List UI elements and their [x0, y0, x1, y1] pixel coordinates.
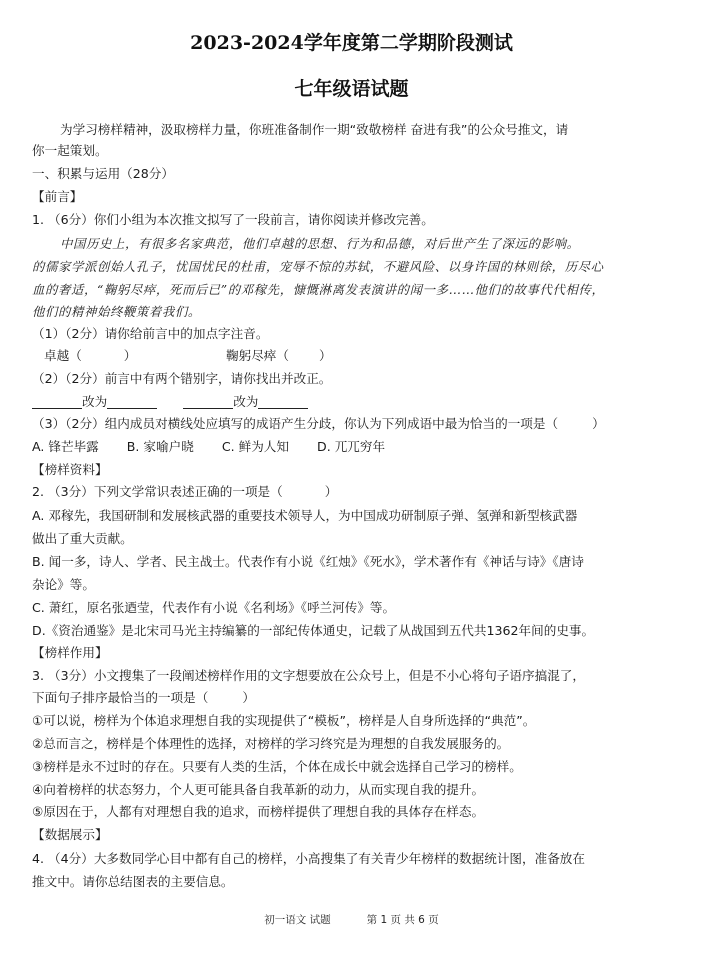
- q3-sentence-5: ⑤原因在于，人都有对理想自我的追求，而榜样提供了理想自我的具体存在样态。: [32, 804, 485, 819]
- q3-sentence-1: ①可以说，榜样为个体追求理想自我的实现提供了“模板”，榜样是人自身所选择的“典范”。: [32, 713, 536, 728]
- q1-option-b: B. 家喻户晓: [126, 439, 194, 454]
- q2-option-d: D.《资治通鉴》是北宋司马光主持编纂的一部纪传体通史，记载了从战国到五代共1362年间的史事。: [32, 623, 595, 638]
- footer-page-number: 第 1 页 共 6 页: [366, 914, 439, 926]
- part1-heading: 一、积累与运用（28分）: [32, 166, 174, 181]
- section-role: 【榜样作用】: [32, 645, 108, 660]
- q2-stem: [32, 482, 337, 502]
- q1-sub2-blank-3[interactable]: [183, 394, 233, 409]
- q1-option-c: C. 鲜为人知: [221, 439, 289, 454]
- footer-subject: 初一语文 试题: [264, 914, 331, 926]
- q1-sub3-close: ）: [592, 416, 605, 431]
- q1-sub3: [32, 414, 605, 434]
- q1-sub1: （1）（2分）请你给前言中的加点字注音。: [32, 326, 269, 341]
- q1-sub1-a-close: ）: [123, 348, 137, 363]
- q2-stem-close: ）: [324, 484, 338, 499]
- q2-option-a-line-1: A. 邓稼先，我国研制和发展核武器的重要技术领导人，为中国成功研制原子弹、氢弹和新型核武器: [32, 508, 578, 523]
- q3-stem-close: ）: [242, 690, 255, 705]
- q1-sub2-blank-4[interactable]: [258, 394, 308, 409]
- section-material: 【榜样资料】: [32, 462, 108, 477]
- q1-option-a: A. 锋芒毕露: [32, 439, 99, 454]
- q1-sub2-change-to-2: 改为: [233, 394, 259, 409]
- q2-option-a-line-2: 做出了重大贡献。: [32, 531, 133, 546]
- q4-stem-line-1: 4. （4分）大多数同学心目中都有自己的榜样，小高搜集了有关青少年榜样的数据统计图，准备放在: [32, 851, 585, 866]
- q1-passage-line-2: 的儒家学派创始人孔子，忧国忧民的杜甫，宠辱不惊的苏轼，不避风险、以身许国的林则徐，历尽心: [32, 259, 604, 274]
- q3-sentence-2: ②总而言之，榜样是个体理性的选择，对榜样的学习终究是为理想的自我发展服务的。: [32, 736, 510, 751]
- q2-option-c: C. 萧红，原名张迺莹，代表作有小说《名利场》《呼兰河传》等。: [32, 600, 396, 615]
- q1-sub2: （2）（2分）前言中有两个错别字，请你找出并改正。: [32, 371, 332, 386]
- q1-sub1-b-label: 鞠躬尽瘁（: [226, 348, 289, 363]
- q3-sentence-3: ③榜样是永不过时的存在。只要有人类的生活，个体在成长中就会选择自己学习的榜样。: [32, 759, 522, 774]
- page-footer: [0, 912, 703, 927]
- q1-option-d: D. 兀兀穷年: [317, 439, 386, 454]
- q3-stem-line-1: 3. （3分）小文搜集了一段阐述榜样作用的文字想要放在公众号上，但是不小心将句子语序搞混了，: [32, 668, 585, 683]
- q1-stem: 1. （6分）你们小组为本次推文拟写了一段前言，请你阅读并修改完善。: [32, 212, 434, 227]
- q1-sub2-blank-1[interactable]: [32, 394, 82, 409]
- exam-title: 2023-2024学年度第二学期阶段测试: [190, 32, 513, 54]
- q2-option-b-line-1: B. 闻一多，诗人、学者、民主战士。代表作有小说《红烛》《死水》，学术著作有《神话与诗》《唐诗: [32, 554, 584, 569]
- exam-subtitle: 七年级语试题: [294, 78, 409, 100]
- q3-sentence-4: ④向着榜样的状态努力，个人更可能具备自我革新的动力，从而实现自我的提升。: [32, 782, 485, 797]
- q1-sub1-item-a: [44, 346, 136, 366]
- q2-option-b-line-2: 杂论》等。: [32, 577, 95, 592]
- q1-sub1-b-close: ）: [318, 348, 332, 363]
- q1-sub1-a-label: 卓越（: [44, 348, 82, 363]
- q1-sub3-text: （3）（2分）组内成员对横线处应填写的成语产生分歧，你认为下列成语中最为恰当的一项是（: [32, 416, 559, 431]
- q1-sub2-change-to-1: 改为: [82, 394, 108, 409]
- section-preface: 【前言】: [32, 189, 83, 204]
- q1-passage-line-4: 他们的精神始终鞭策着我们。: [32, 304, 201, 319]
- q4-stem-line-2: 推文中。请你总结图表的主要信息。: [32, 874, 234, 889]
- q2-stem-text: 2. （3分）下列文学常识表述正确的一项是（: [32, 484, 283, 499]
- q1-passage-line-1: 中国历史上，有很多名家典范，他们卓越的思想、行为和品德，对后世产生了深远的影响。: [60, 236, 580, 251]
- q1-sub1-item-b: [226, 346, 332, 366]
- q1-sub2-blank-2[interactable]: [107, 394, 157, 409]
- intro-line-2: 你一起策划。: [32, 143, 108, 158]
- intro-line-1: 为学习榜样精神，汲取榜样力量，你班准备制作一期“致敬榜样 奋进有我”的公众号推文，请: [60, 122, 569, 137]
- q1-options: [32, 437, 385, 457]
- q3-stem-text: 下面句子排序最恰当的一项是（: [32, 690, 209, 705]
- q1-sub2-answers: [32, 392, 308, 412]
- q1-passage-line-3: 血的奢适，“鞠躬尽瘁，死而后已”的邓稼先，慷慨淋离发表演讲的闻一多……他们的故事代代相传，: [32, 282, 605, 297]
- section-data: 【数据展示】: [32, 827, 108, 842]
- q3-stem-line-2: [32, 688, 255, 708]
